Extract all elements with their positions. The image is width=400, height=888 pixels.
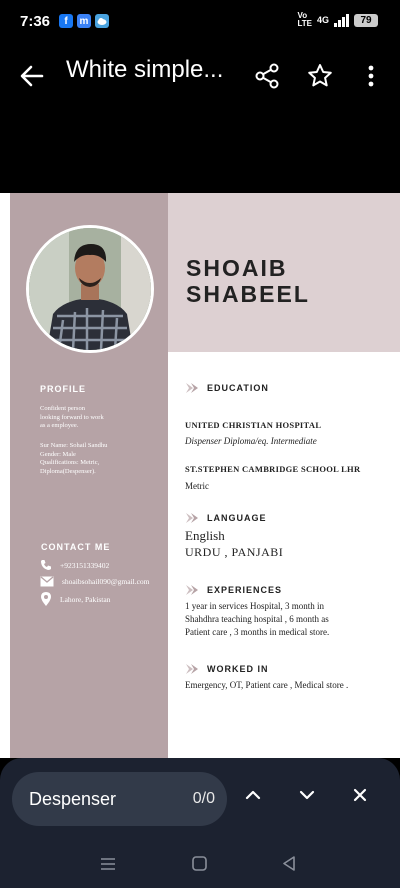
menu-icon[interactable] — [100, 857, 116, 871]
last-name: SHABEEL — [186, 281, 310, 307]
star-icon[interactable] — [306, 62, 334, 90]
app-toolbar — [0, 44, 400, 108]
close-icon[interactable] — [350, 785, 370, 805]
system-nav-bar — [0, 842, 400, 888]
facebook-icon: f — [59, 14, 73, 28]
contact-phone: +923151339402 — [40, 559, 109, 571]
email-icon — [40, 576, 54, 587]
location-pin-icon — [40, 592, 52, 606]
language-heading: LANGUAGE — [186, 513, 267, 523]
worked-in-heading: WORKED IN — [186, 664, 269, 674]
match-count: 0/0 — [192, 790, 215, 807]
status-bar — [0, 0, 400, 44]
chevron-up-icon[interactable] — [243, 785, 263, 805]
first-name: SHOAIB — [186, 255, 288, 281]
experiences-text: 1 year in services Hospital, 3 month in Shahdhra teaching hospital , 6 month as Patient care , 3 months in medical store. — [185, 601, 330, 637]
chevron-right-icon — [186, 664, 199, 674]
messenger-icon: m — [77, 14, 91, 28]
resume-page[interactable] — [0, 193, 400, 758]
notification-icons — [59, 14, 109, 28]
find-query[interactable]: Despenser — [29, 789, 117, 809]
education-school-2: ST.STEPHEN CAMBRIDGE SCHOOL LHR — [185, 464, 361, 474]
education-heading: EDUCATION — [186, 383, 269, 393]
find-input[interactable] — [12, 772, 227, 826]
contact-address: Lahore, Pakistan — [40, 592, 110, 606]
education-school-2-detail: Metric — [185, 481, 209, 491]
phone-icon — [40, 559, 52, 571]
chevron-down-icon[interactable] — [297, 785, 317, 805]
network-type: 4G — [316, 15, 329, 25]
back-icon[interactable] — [282, 856, 296, 871]
chevron-right-icon — [186, 585, 199, 595]
resume-name — [186, 255, 310, 307]
volte-indicator: Vo LTE — [297, 11, 312, 28]
chevron-right-icon — [186, 513, 199, 523]
share-icon[interactable] — [253, 62, 281, 90]
home-icon[interactable] — [192, 856, 207, 871]
contact-heading: CONTACT ME — [41, 542, 111, 552]
find-in-page-bar — [0, 758, 400, 842]
profile-details: Sur Name: Sohail Sandhu Gender: Male Qualifications: Metric, Diploma(Despenser). — [40, 442, 108, 475]
battery-icon: 79 — [354, 14, 378, 27]
experiences-heading: EXPERIENCES — [186, 585, 282, 595]
status-time: 7:36 — [20, 13, 51, 30]
worked-in-text: Emergency, OT, Patient care , Medical store . — [185, 680, 349, 690]
language-secondary: URDU , PANJABI — [185, 545, 284, 559]
chevron-right-icon — [186, 383, 199, 393]
document-title: White simple... — [66, 56, 224, 83]
profile-heading: PROFILE — [40, 384, 87, 394]
education-school-1: UNITED CHRISTIAN HOSPITAL — [185, 420, 322, 430]
system-icons — [297, 12, 378, 28]
profile-photo — [26, 225, 154, 353]
more-options-icon[interactable] — [358, 62, 384, 90]
signal-icon — [334, 14, 349, 27]
weather-icon — [95, 14, 109, 28]
profile-intro: Confident person looking forward to work as a employee. — [40, 405, 104, 429]
education-school-1-detail: Dispenser Diploma/eq. Intermediate — [185, 436, 317, 446]
back-arrow-icon[interactable] — [18, 62, 46, 90]
contact-email: shoaibsohail090@gmail.com — [40, 576, 150, 587]
language-primary: English — [185, 528, 225, 543]
